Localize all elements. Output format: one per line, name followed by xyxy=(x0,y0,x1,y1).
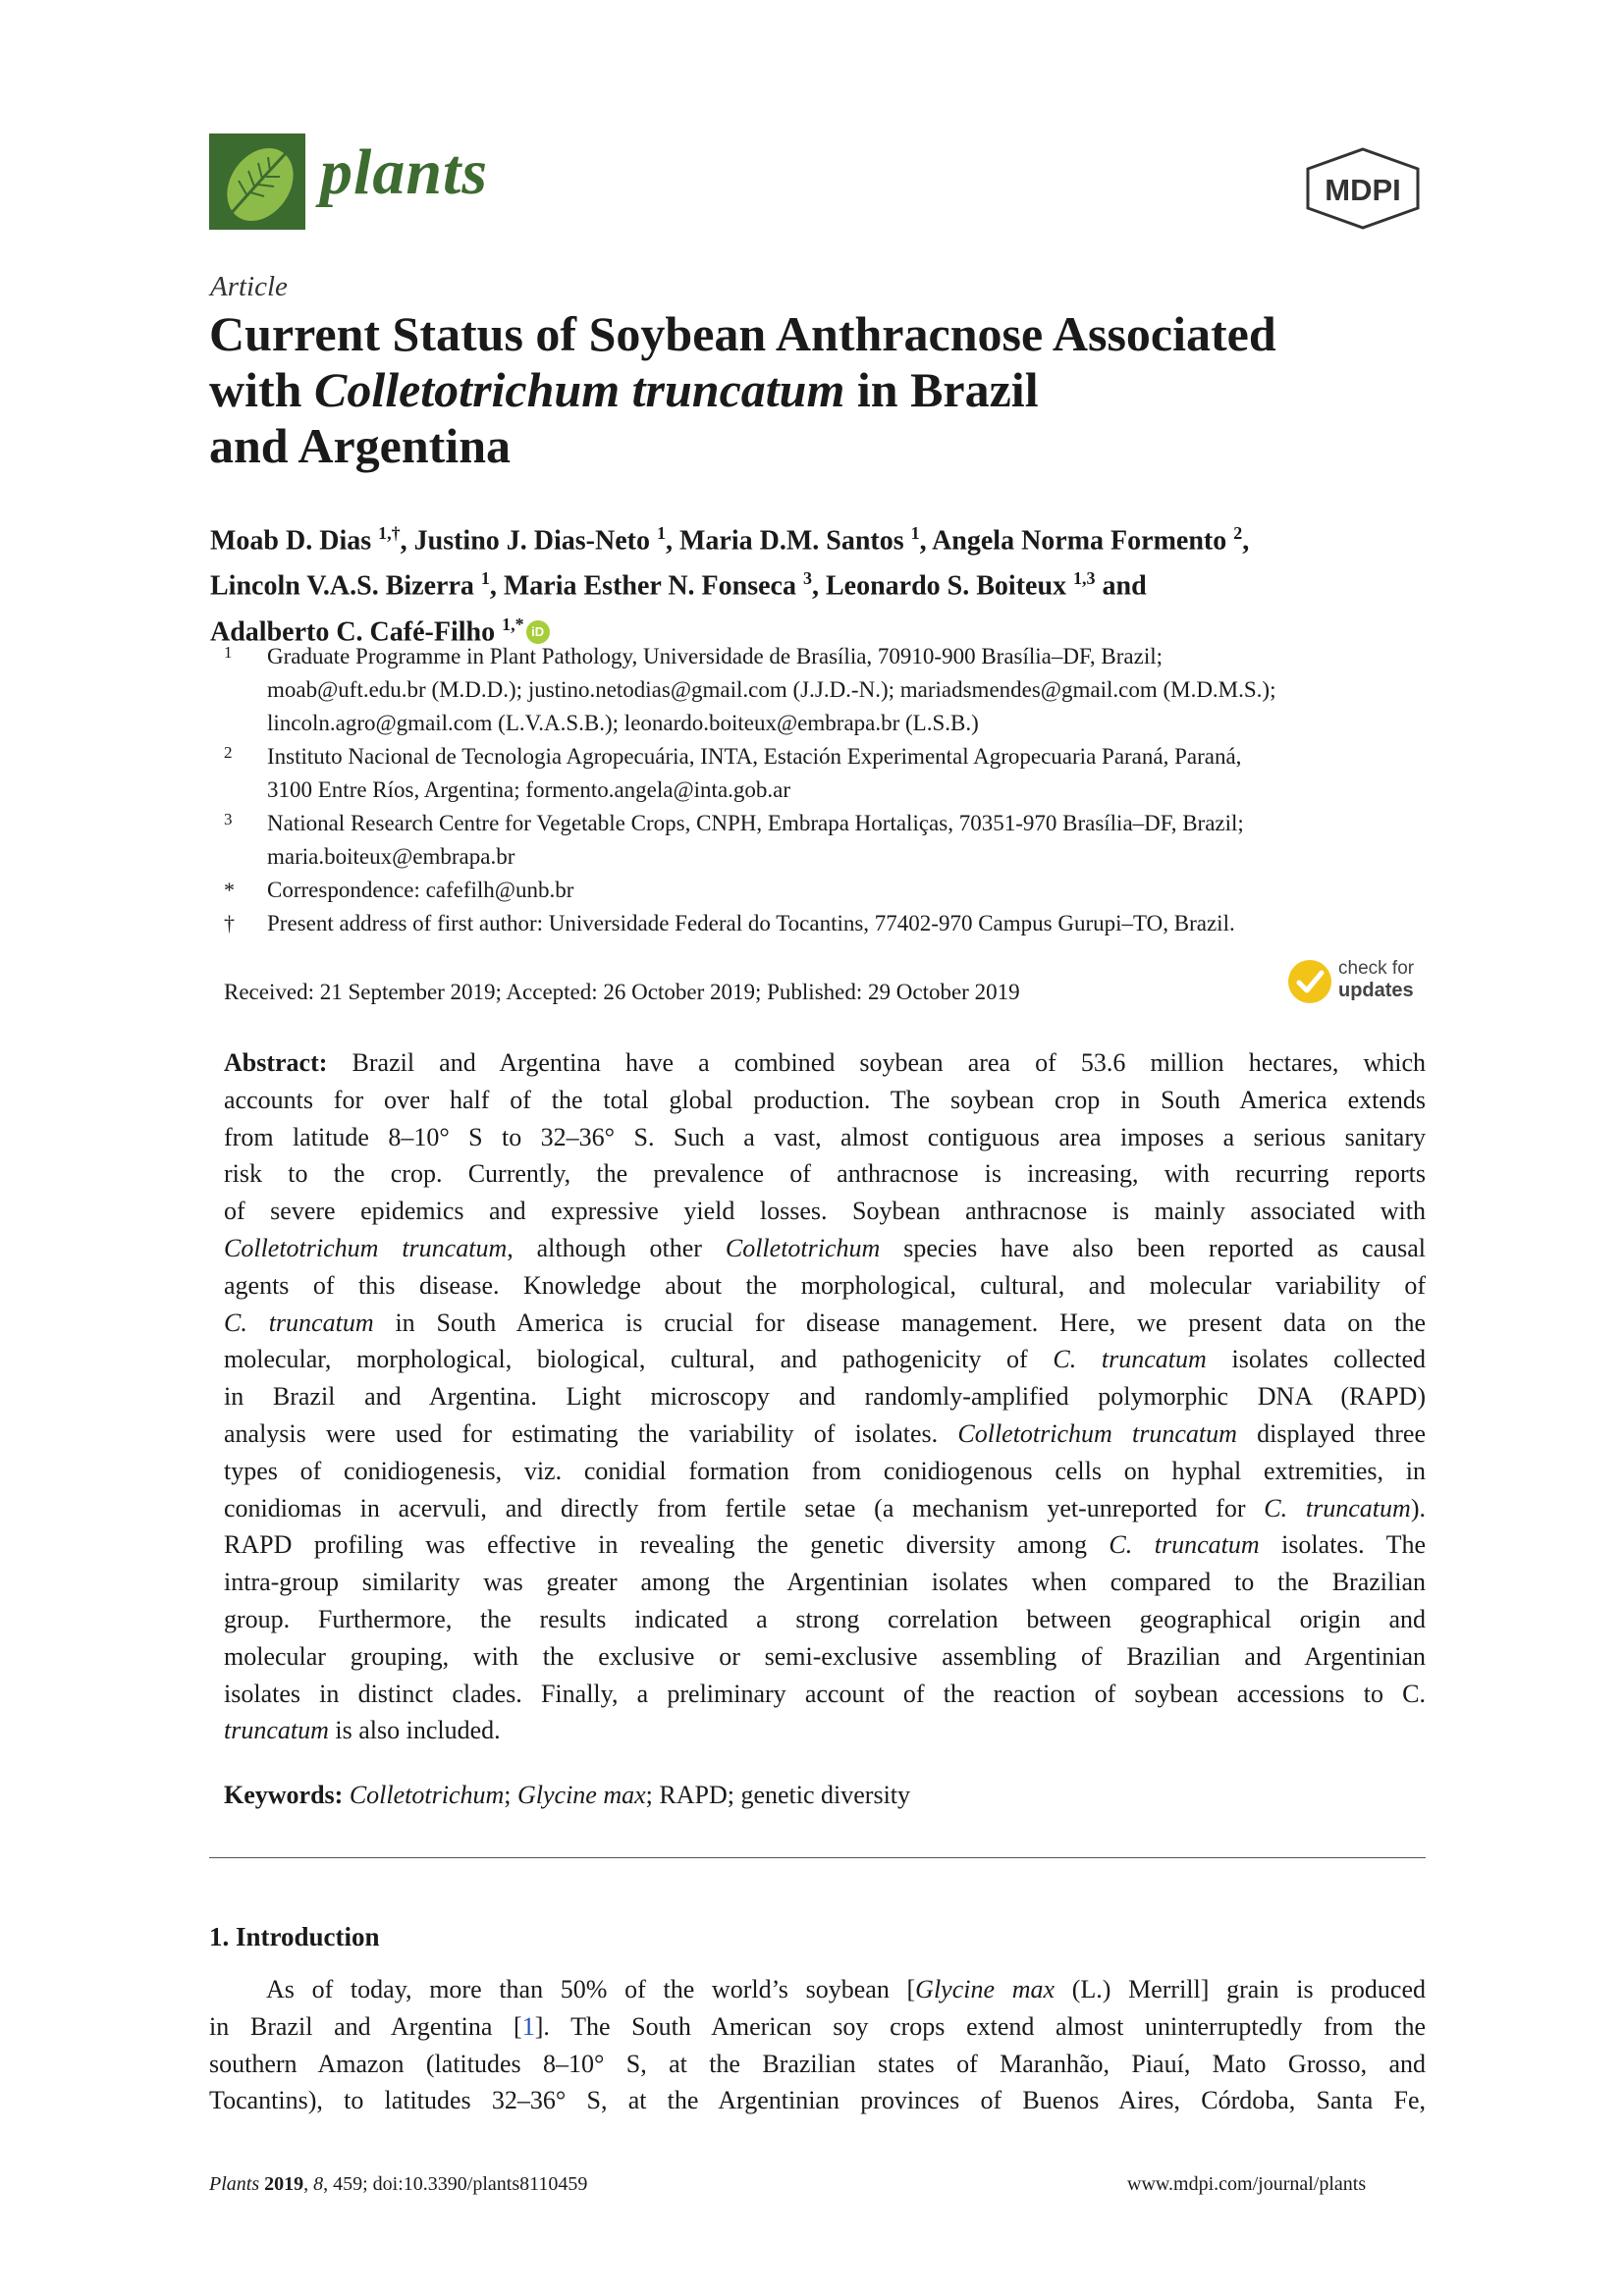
intro-line xyxy=(209,1971,1426,2008)
affiliation-item xyxy=(224,807,1441,874)
abstract-line: from latitude 8–10° S to 32–36° S. Such a vast, almost contiguous area imposes a serious sanitary xyxy=(224,1122,1426,1151)
abstract-text: isolates. The xyxy=(1259,1530,1426,1560)
journal-website-link[interactable]: www.mdpi.com/journal/plants xyxy=(1127,2173,1367,2195)
abstract-text: isolates collected xyxy=(1206,1345,1426,1374)
author-sep: and xyxy=(1095,570,1147,602)
abstract-text: displayed three xyxy=(1236,1418,1426,1448)
author-sup: 2 xyxy=(1233,523,1243,543)
affiliation-mark: 2 xyxy=(224,743,233,762)
author-sup: 3 xyxy=(802,568,812,589)
publisher-name: MDPI xyxy=(1325,173,1401,207)
author-sup: 1,† xyxy=(378,523,401,543)
author-sep: , xyxy=(1242,525,1250,557)
species-name: truncatum xyxy=(224,1716,329,1745)
intro-line xyxy=(209,2008,1426,2046)
journal-logo-leaf-icon xyxy=(209,133,305,230)
article-type: Article xyxy=(210,271,288,302)
intro-line: Tocantins), to latitudes 32–36° S, at the Argentinian provinces of Buenos Aires, Córdoba, Santa Fe, xyxy=(209,2086,1426,2115)
title-line-1: Current Status of Soybean Anthracnose Associated xyxy=(209,306,1276,361)
affiliation-line: National Research Centre for Vegetable Crops, CNPH, Embrapa Hortaliças, 70351-970 Brasília–DF, Brazil; xyxy=(267,811,1244,835)
keyword-sep: ; xyxy=(504,1781,517,1809)
abstract-line xyxy=(224,1526,1426,1564)
introduction-body xyxy=(209,1971,1426,2119)
keyword: Glycine max xyxy=(517,1781,646,1809)
author-line xyxy=(210,514,1428,560)
affiliation-line: Correspondence: cafefilh@unb.br xyxy=(267,878,574,902)
abstract-text: RAPD profiling was effective in revealing the genetic diversity among xyxy=(224,1530,1110,1560)
author-name[interactable]: Lincoln V.A.S. Bizerra xyxy=(210,570,474,602)
check-updates-icon xyxy=(1286,958,1333,1005)
abstract xyxy=(224,1044,1426,1749)
author-sup: 1 xyxy=(480,568,490,589)
abstract-text: ). xyxy=(1410,1493,1426,1522)
title-text: in Brazil xyxy=(844,362,1039,417)
abstract-line: agents of this disease. Knowledge about the morphological, cultural, and molecular variability of xyxy=(224,1270,1426,1300)
abstract-text: species have also been reported as causal xyxy=(880,1233,1426,1262)
author-sup: 1 xyxy=(910,523,920,543)
affiliation-line: lincoln.agro@gmail.com (L.V.A.S.B.); leonardo.boiteux@embrapa.br (L.S.B.) xyxy=(267,711,979,735)
author-name[interactable]: , Angela Norma Formento xyxy=(919,525,1227,557)
footer-volume: 8 xyxy=(313,2173,324,2195)
affiliation-item xyxy=(224,640,1441,740)
abstract-line xyxy=(224,1490,1426,1527)
species-name: Colletotrichum xyxy=(725,1233,881,1262)
abstract-line: molecular grouping, with the exclusive or semi-exclusive assembling of Brazilian and Argentinian xyxy=(224,1641,1426,1671)
abstract-line: in Brazil and Argentina. Light microscopy and randomly-amplified polymorphic DNA (RAPD) xyxy=(224,1382,1426,1412)
footer-year: 2019 xyxy=(259,2173,304,2195)
intro-text: (L.) Merrill] grain is produced xyxy=(1055,1975,1426,2003)
abstract-line xyxy=(224,1415,1426,1453)
affiliation-item xyxy=(224,740,1441,807)
affiliation-mark: † xyxy=(224,911,235,935)
author-name[interactable]: , Maria Esther N. Fonseca xyxy=(489,570,796,602)
abstract-text: is also included. xyxy=(328,1716,501,1745)
abstract-line: isolates in distinct clades. Finally, a preliminary account of the reaction of soybean accessions to C. xyxy=(224,1679,1426,1708)
citation-footer xyxy=(209,2173,587,2196)
species-name: C. truncatum xyxy=(1053,1345,1207,1374)
abstract-line xyxy=(224,1341,1426,1378)
title-line-3: and Argentina xyxy=(209,418,512,473)
species-name: C. truncatum xyxy=(224,1308,374,1337)
check-updates-label: check for xyxy=(1338,958,1415,979)
author-sup: 1 xyxy=(656,523,666,543)
intro-text: ]. The South American soy crops extend almost uninterruptedly from the xyxy=(534,2011,1426,2041)
abstract-line xyxy=(224,1305,1426,1342)
abstract-text: , although other xyxy=(507,1233,726,1262)
affiliation-item xyxy=(224,874,1441,907)
affiliation-mark: 1 xyxy=(224,643,233,662)
section-divider xyxy=(209,1857,1426,1858)
author-name[interactable]: , Justino J. Dias-Neto xyxy=(400,525,650,557)
affiliation-mark: 3 xyxy=(224,810,233,828)
affiliation-item xyxy=(224,907,1441,940)
abstract-text: molecular, morphological, biological, cultural, and pathogenicity of xyxy=(224,1345,1054,1374)
publisher-logo xyxy=(1302,147,1424,230)
journal-name: plants xyxy=(320,136,489,208)
title-text: with xyxy=(209,362,314,417)
abstract-label: Abstract: xyxy=(224,1048,328,1077)
check-updates-label: updates xyxy=(1338,980,1414,1001)
abstract-text: conidiomas in acervuli, and directly from fertile setae (a mechanism yet-unreported for xyxy=(224,1493,1265,1522)
title-line-2 xyxy=(209,362,1446,418)
affiliation-mark: * xyxy=(224,878,235,902)
intro-text: As of today, more than 50% of the world’s soybean [ xyxy=(266,1975,916,2003)
abstract-line: types of conidiogenesis, viz. conidial formation from conidiogenous cells on hyphal extremities, in xyxy=(224,1456,1426,1485)
paper-title xyxy=(209,306,1446,474)
keywords-label: Keywords: xyxy=(224,1781,344,1809)
author-sup: 1,3 xyxy=(1073,568,1096,589)
keyword: Colletotrichum xyxy=(349,1781,505,1809)
affiliation-line: moab@uft.edu.br (M.D.D.); justino.netodias@gmail.com (J.J.D.-N.); mariadsmendes@gmail.com (M.D.M.S.); xyxy=(267,677,1276,702)
abstract-line xyxy=(224,1230,1426,1267)
species-name: C. truncatum xyxy=(1109,1530,1260,1560)
affiliation-line: Present address of first author: Universidade Federal do Tocantins, 77402-970 Campus Gurupi–TO, Brazil. xyxy=(267,911,1235,935)
abstract-line: group. Furthermore, the results indicated a strong correlation between geographical origin and xyxy=(224,1604,1426,1633)
species-name: C. truncatum xyxy=(1264,1493,1411,1522)
affiliation-line: Graduate Programme in Plant Pathology, Universidade de Brasília, 70910-900 Brasília–DF, Brazil; xyxy=(267,644,1164,668)
abstract-line: risk to the crop. Currently, the prevalence of anthracnose is increasing, with recurring reports xyxy=(224,1159,1426,1189)
author-name[interactable]: , Leonardo S. Boiteux xyxy=(811,570,1067,602)
affiliation-line: 3100 Entre Ríos, Argentina; formento.angela@inta.gob.ar xyxy=(267,777,791,802)
affiliation-line: Instituto Nacional de Tecnologia Agropecuária, INTA, Estación Experimental Agropecuaria Paraná, Paraná, xyxy=(267,744,1242,769)
author-line xyxy=(210,560,1428,605)
author-name[interactable]: Moab D. Dias xyxy=(210,525,372,557)
abstract-text: analysis were used for estimating the variability of isolates. xyxy=(224,1418,958,1448)
abstract-text: in South America is crucial for disease management. Here, we present data on the xyxy=(373,1308,1426,1337)
abstract-line: accounts for over half of the total global production. The soybean crop in South America extends xyxy=(224,1085,1426,1114)
abstract-line xyxy=(224,1044,1426,1082)
species-name: Colletotrichum truncatum xyxy=(957,1418,1237,1448)
orcid-icon[interactable]: iD xyxy=(526,620,550,644)
intro-line: southern Amazon (latitudes 8–10° S, at the Brazilian states of Maranhão, Piauí, Mato Grosso, and xyxy=(209,2049,1426,2078)
footer-doi[interactable]: , 459; doi:10.3390/plants8110459 xyxy=(323,2173,588,2195)
affiliations xyxy=(224,640,1441,940)
check-for-updates-button[interactable] xyxy=(1286,956,1434,1009)
affiliation-line: maria.boiteux@embrapa.br xyxy=(267,844,515,869)
keywords xyxy=(224,1781,910,1810)
abstract-text: Brazil and Argentina have a combined soybean area of 53.6 million hectares, which xyxy=(327,1048,1426,1077)
title-species: Colletotrichum truncatum xyxy=(313,362,845,417)
species-name: Glycine max xyxy=(915,1975,1056,2003)
reference-link[interactable]: 1 xyxy=(521,2011,535,2041)
author-name[interactable]: Adalberto C. Café-Filho xyxy=(210,615,496,647)
author-name[interactable]: , Maria D.M. Santos xyxy=(665,525,904,557)
abstract-line xyxy=(224,1712,1426,1749)
abstract-line: intra-group similarity was greater among the Argentinian isolates when compared to the Brazilian xyxy=(224,1568,1426,1597)
section-heading: 1. Introduction xyxy=(209,1922,380,1951)
author-list xyxy=(210,514,1428,651)
species-name: Colletotrichum truncatum xyxy=(224,1233,508,1262)
intro-text: in Brazil and Argentina [ xyxy=(209,2011,522,2041)
footer-sep: , xyxy=(303,2173,314,2195)
footer-journal: Plants xyxy=(209,2173,260,2195)
abstract-line: of severe epidemics and expressive yield losses. Soybean anthracnose is mainly associated with xyxy=(224,1197,1426,1226)
publication-dates: Received: 21 September 2019; Accepted: 26 October 2019; Published: 29 October 2019 xyxy=(224,980,1020,1004)
author-sup: 1,* xyxy=(502,614,524,634)
keyword: ; RAPD; genetic diversity xyxy=(645,1781,911,1809)
